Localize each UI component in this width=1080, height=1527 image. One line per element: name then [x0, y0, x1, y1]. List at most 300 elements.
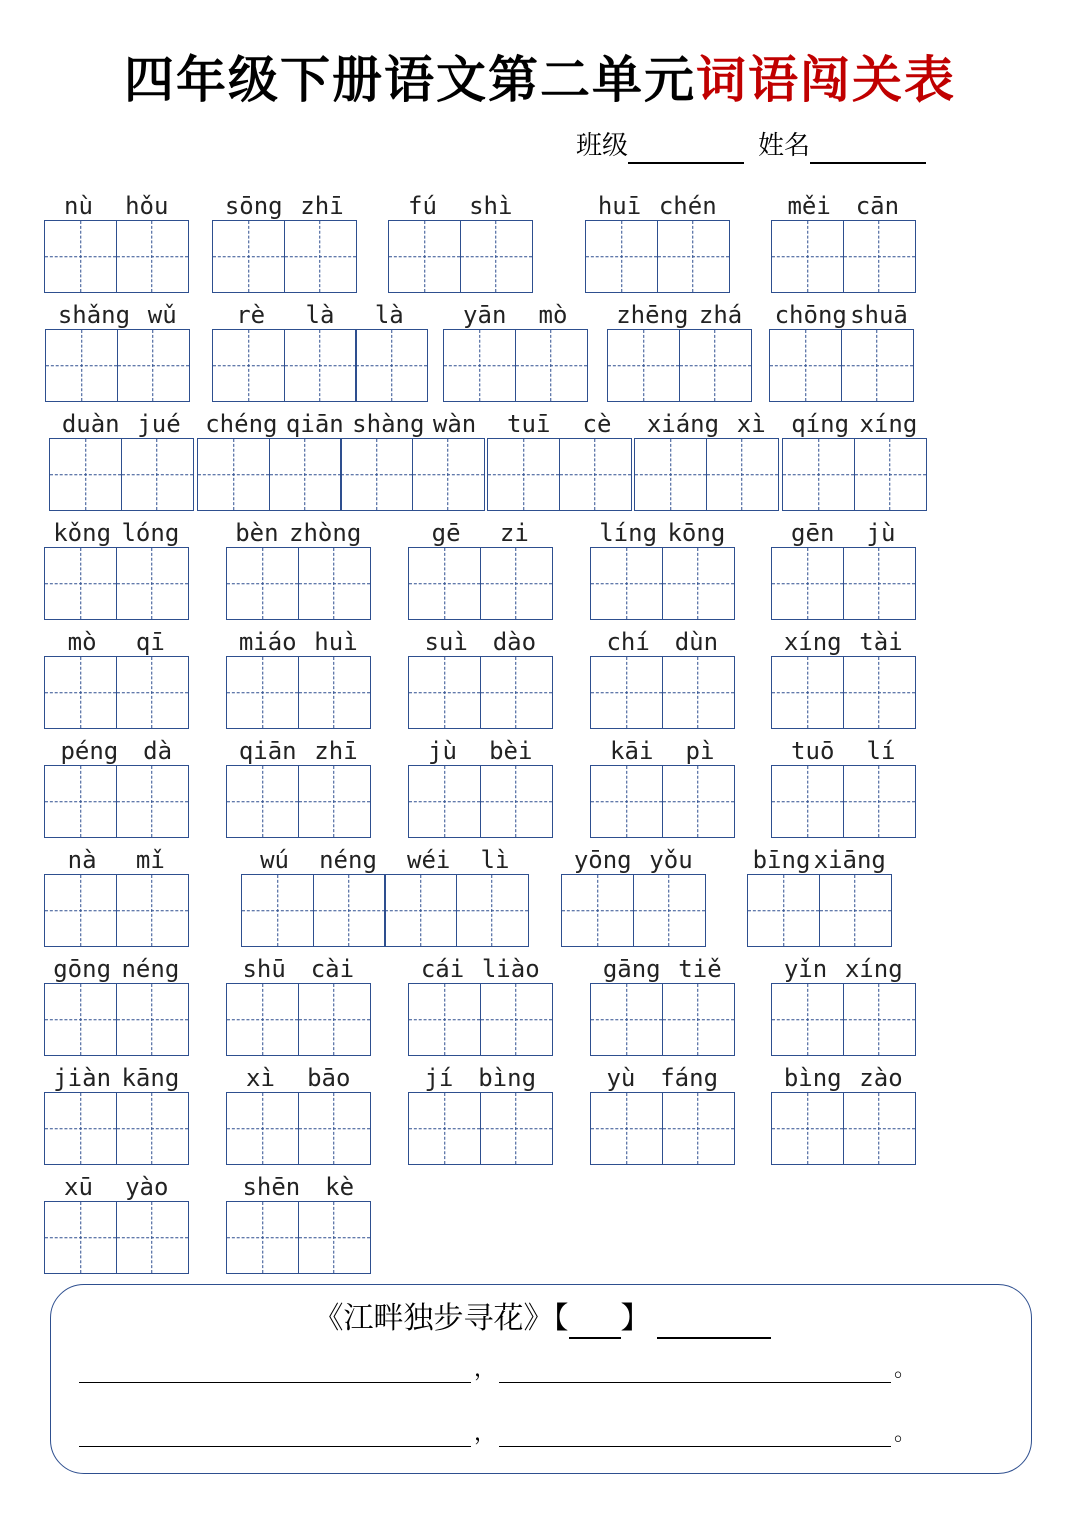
pinyin-row — [408, 622, 553, 656]
tianzige-boxes — [771, 1092, 916, 1165]
writing-cell[interactable] — [590, 1092, 663, 1165]
writing-cell[interactable] — [121, 438, 194, 511]
writing-cell[interactable] — [408, 983, 481, 1056]
pinyin-syllable: fú — [408, 192, 437, 220]
writing-cell[interactable] — [769, 329, 842, 402]
pinyin-syllable: qī — [135, 628, 165, 656]
word-item — [226, 1167, 371, 1274]
word-item — [49, 404, 194, 511]
pinyin-row — [561, 840, 706, 874]
writing-cell[interactable] — [771, 765, 844, 838]
writing-cell[interactable] — [634, 438, 707, 511]
pinyin-syllable: yǒu — [649, 846, 693, 874]
writing-cell[interactable] — [480, 983, 553, 1056]
pinyin-syllable: nù — [64, 192, 93, 220]
poem-line-1 — [79, 1349, 919, 1389]
pinyin-row — [226, 1167, 371, 1201]
word-item — [44, 840, 189, 947]
writing-cell[interactable] — [384, 874, 457, 947]
writing-cell[interactable] — [854, 438, 927, 511]
writing-cell[interactable] — [843, 656, 916, 729]
pinyin-syllable: zhī — [300, 192, 344, 220]
word-item — [408, 622, 553, 729]
word-item — [561, 840, 706, 947]
pinyin-syllable: bāo — [307, 1064, 351, 1092]
word-item — [590, 949, 735, 1056]
pinyin-syllable: jù — [428, 737, 457, 765]
writing-cell[interactable] — [241, 874, 314, 947]
tianzige-boxes — [408, 1092, 553, 1165]
writing-cell[interactable] — [561, 874, 634, 947]
pinyin-syllable: yǐn — [783, 955, 828, 983]
writing-cell[interactable] — [679, 329, 752, 402]
writing-cell[interactable] — [843, 220, 916, 293]
pinyin-syllable: sōng — [224, 192, 283, 220]
period: 。 — [893, 1421, 916, 1446]
pinyin-row — [590, 731, 735, 765]
writing-cell[interactable] — [284, 329, 357, 402]
pinyin-row — [226, 731, 371, 765]
tianzige-boxes — [782, 438, 927, 511]
writing-cell[interactable] — [487, 438, 560, 511]
writing-cell[interactable] — [49, 438, 122, 511]
tianzige-boxes — [771, 220, 916, 293]
pinyin-syllable: chén — [658, 192, 717, 220]
pinyin-row — [408, 513, 553, 547]
writing-cell[interactable] — [298, 547, 371, 620]
pinyin-syllable: jù — [866, 519, 896, 547]
writing-cell[interactable] — [44, 220, 117, 293]
writing-cell[interactable] — [747, 874, 820, 947]
pinyin-row — [769, 295, 914, 329]
name-label: 姓名 — [758, 131, 811, 161]
pinyin-syllable: shàng — [352, 410, 425, 438]
word-item — [782, 404, 927, 511]
poem-blank[interactable] — [499, 1413, 891, 1447]
writing-cell[interactable] — [559, 438, 632, 511]
writing-cell[interactable] — [607, 329, 680, 402]
writing-cell[interactable] — [269, 438, 342, 511]
pinyin-row — [44, 840, 189, 874]
writing-cell[interactable] — [590, 765, 663, 838]
pinyin-syllable: měi — [787, 192, 831, 220]
tianzige-boxes — [408, 983, 553, 1056]
pinyin-syllable: wú — [260, 846, 289, 874]
writing-cell[interactable] — [480, 1092, 553, 1165]
writing-cell[interactable] — [657, 220, 730, 293]
pinyin-syllable: kāi — [610, 737, 654, 765]
writing-cell[interactable] — [116, 220, 189, 293]
word-item — [487, 404, 632, 511]
pinyin-row — [590, 949, 735, 983]
writing-cell[interactable] — [226, 983, 299, 1056]
writing-cell[interactable] — [460, 220, 533, 293]
writing-cell[interactable] — [408, 1092, 481, 1165]
writing-cell[interactable] — [662, 1092, 735, 1165]
class-input-line[interactable] — [628, 134, 744, 164]
tianzige-boxes — [44, 656, 189, 729]
pinyin-row — [771, 1058, 916, 1092]
tianzige-boxes — [44, 547, 189, 620]
pinyin-row — [771, 731, 916, 765]
writing-cell[interactable] — [116, 983, 189, 1056]
writing-cell[interactable] — [226, 1201, 299, 1274]
pinyin-syllable: suì — [424, 628, 468, 656]
pinyin-syllable: jí — [424, 1064, 454, 1092]
tianzige-boxes — [590, 547, 735, 620]
writing-cell[interactable] — [298, 765, 371, 838]
pinyin-syllable: cè — [582, 410, 612, 438]
writing-cell[interactable] — [117, 329, 190, 402]
pinyin-syllable: zhī — [314, 737, 358, 765]
dynasty-blank[interactable] — [569, 1309, 621, 1339]
pinyin-row — [212, 186, 357, 220]
writing-cell[interactable] — [44, 1092, 117, 1165]
tianzige-boxes — [44, 220, 189, 293]
word-item — [590, 622, 735, 729]
pinyin-syllable: bèn — [235, 519, 279, 547]
poem-blank[interactable] — [499, 1349, 891, 1383]
pinyin-syllable: lì — [480, 846, 510, 874]
writing-cell[interactable] — [298, 983, 371, 1056]
pinyin-syllable: xiāng — [813, 846, 886, 874]
word-item — [771, 949, 916, 1056]
pinyin-syllable: xíng — [859, 410, 918, 438]
writing-cell[interactable] — [226, 765, 299, 838]
word-item — [769, 295, 914, 402]
writing-cell[interactable] — [408, 547, 481, 620]
pinyin-syllable: zhá — [698, 301, 743, 329]
pinyin-syllable: shǎng — [57, 301, 131, 329]
word-item — [226, 1058, 371, 1165]
pinyin-syllable: kāng — [121, 1064, 180, 1092]
tianzige-boxes — [771, 765, 916, 838]
word-item — [590, 1058, 735, 1165]
tianzige-boxes — [771, 656, 916, 729]
pinyin-syllable: zào — [859, 1064, 903, 1092]
tianzige-boxes — [49, 438, 194, 511]
pinyin-syllable: huī — [597, 192, 642, 220]
writing-cell[interactable] — [706, 438, 779, 511]
tianzige-boxes — [590, 1092, 735, 1165]
word-item — [44, 949, 189, 1056]
tianzige-boxes — [388, 220, 533, 293]
writing-cell[interactable] — [116, 1092, 189, 1165]
pinyin-syllable: zhòng — [289, 519, 362, 547]
pinyin-syllable: lóng — [121, 519, 180, 547]
pinyin-syllable: dà — [143, 737, 173, 765]
pinyin-syllable: wàn — [432, 410, 477, 438]
pinyin-syllable: shì — [469, 192, 513, 220]
writing-cell[interactable] — [782, 438, 855, 511]
writing-cell[interactable] — [284, 220, 357, 293]
word-item — [44, 1167, 189, 1274]
pinyin-row — [44, 513, 189, 547]
word-item — [585, 186, 730, 293]
writing-cell[interactable] — [585, 220, 658, 293]
writing-cell[interactable] — [212, 329, 285, 402]
poem-section — [50, 1284, 1032, 1474]
pinyin-syllable: gōng — [53, 955, 112, 983]
writing-cell[interactable] — [44, 547, 117, 620]
tianzige-boxes — [607, 329, 752, 402]
author-blank[interactable] — [657, 1309, 771, 1339]
pinyin-syllable: fáng — [660, 1064, 719, 1092]
pinyin-row — [44, 622, 189, 656]
word-item — [212, 186, 357, 293]
writing-cell[interactable] — [116, 1201, 189, 1274]
word-item — [607, 295, 752, 402]
word-item — [226, 949, 371, 1056]
pinyin-syllable: lí — [866, 737, 896, 765]
writing-cell[interactable] — [313, 874, 386, 947]
pinyin-syllable: gēn — [791, 519, 835, 547]
pinyin-syllable: miáo — [238, 628, 297, 656]
word-item — [408, 731, 553, 838]
word-item — [408, 1058, 553, 1165]
tianzige-boxes — [226, 547, 371, 620]
writing-cell[interactable] — [44, 1201, 117, 1274]
writing-cell[interactable] — [226, 656, 299, 729]
writing-cell[interactable] — [480, 547, 553, 620]
word-item — [771, 622, 916, 729]
writing-cell[interactable] — [771, 1092, 844, 1165]
pinyin-syllable: tuī — [507, 410, 551, 438]
writing-cell[interactable] — [340, 438, 413, 511]
pinyin-row — [771, 949, 916, 983]
pinyin-row — [487, 404, 632, 438]
word-item — [45, 295, 190, 402]
pinyin-syllable: bīng — [752, 846, 811, 874]
pinyin-syllable: xiáng — [646, 410, 720, 438]
pinyin-row — [212, 295, 428, 329]
writing-cell[interactable] — [590, 547, 663, 620]
writing-cell[interactable] — [226, 547, 299, 620]
pinyin-row — [44, 186, 189, 220]
tianzige-boxes — [747, 874, 892, 947]
writing-cell[interactable] — [456, 874, 529, 947]
writing-cell[interactable] — [298, 1092, 371, 1165]
pinyin-syllable: jué — [137, 410, 181, 438]
pinyin-syllable: zi — [499, 519, 529, 547]
tianzige-boxes — [585, 220, 730, 293]
word-item — [226, 622, 371, 729]
writing-cell[interactable] — [116, 656, 189, 729]
writing-cell[interactable] — [480, 765, 553, 838]
comma: ， — [473, 1421, 496, 1446]
pinyin-row — [44, 731, 189, 765]
pinyin-row — [241, 840, 529, 874]
pinyin-syllable: cái — [420, 955, 465, 983]
writing-cell[interactable] — [662, 656, 735, 729]
writing-cell[interactable] — [590, 656, 663, 729]
writing-cell[interactable] — [408, 765, 481, 838]
tianzige-boxes — [226, 765, 371, 838]
word-item — [241, 840, 529, 947]
pinyin-syllable: nà — [67, 846, 97, 874]
poem-blank[interactable] — [79, 1413, 471, 1447]
writing-cell[interactable] — [298, 656, 371, 729]
pinyin-syllable: néng — [319, 846, 377, 874]
tianzige-boxes — [590, 983, 735, 1056]
writing-cell[interactable] — [662, 765, 735, 838]
pinyin-syllable: shuā — [850, 301, 908, 329]
writing-cell[interactable] — [662, 547, 735, 620]
pinyin-syllable: wǔ — [147, 301, 177, 329]
student-info — [576, 128, 940, 164]
pinyin-syllable: qíng — [791, 410, 850, 438]
tianzige-boxes — [443, 329, 588, 402]
pinyin-row — [782, 404, 927, 438]
writing-cell[interactable] — [116, 765, 189, 838]
pinyin-syllable: líng — [599, 519, 658, 547]
writing-cell[interactable] — [355, 329, 428, 402]
writing-cell[interactable] — [226, 1092, 299, 1165]
pinyin-syllable: hǒu — [125, 192, 169, 220]
tianzige-boxes — [44, 765, 189, 838]
writing-cell[interactable] — [771, 983, 844, 1056]
word-item — [212, 295, 428, 402]
writing-cell[interactable] — [480, 656, 553, 729]
writing-cell[interactable] — [633, 874, 706, 947]
pinyin-syllable: tuō — [791, 737, 835, 765]
tianzige-boxes — [590, 656, 735, 729]
tianzige-boxes — [44, 1092, 189, 1165]
pinyin-row — [44, 1167, 189, 1201]
pinyin-syllable: qiān — [285, 410, 344, 438]
word-item — [44, 1058, 189, 1165]
writing-cell[interactable] — [841, 329, 914, 402]
word-item — [771, 186, 916, 293]
writing-cell[interactable] — [212, 220, 285, 293]
pinyin-syllable: là — [374, 301, 404, 329]
tianzige-boxes — [226, 656, 371, 729]
writing-cell[interactable] — [771, 220, 844, 293]
writing-cell[interactable] — [408, 656, 481, 729]
writing-cell[interactable] — [197, 438, 270, 511]
writing-cell[interactable] — [298, 1201, 371, 1274]
pinyin-syllable: yào — [125, 1173, 169, 1201]
pinyin-syllable: xì — [246, 1064, 275, 1092]
pinyin-row — [771, 513, 916, 547]
page-title — [0, 48, 1080, 112]
pinyin-row — [226, 1058, 371, 1092]
pinyin-row — [590, 513, 735, 547]
writing-cell[interactable] — [116, 547, 189, 620]
writing-cell[interactable] — [116, 874, 189, 947]
pinyin-row — [226, 622, 371, 656]
pinyin-syllable: liào — [481, 955, 540, 983]
writing-cell[interactable] — [843, 1092, 916, 1165]
tianzige-boxes — [487, 438, 632, 511]
pinyin-row — [585, 186, 730, 220]
pinyin-row — [634, 404, 779, 438]
pinyin-syllable: bìng — [478, 1064, 537, 1092]
name-input-line[interactable] — [810, 134, 926, 164]
tianzige-boxes — [408, 765, 553, 838]
word-item — [634, 404, 779, 511]
writing-cell[interactable] — [412, 438, 485, 511]
pinyin-syllable: tài — [859, 628, 903, 656]
writing-cell[interactable] — [771, 656, 844, 729]
pinyin-syllable: xì — [736, 410, 766, 438]
word-item — [771, 1058, 916, 1165]
pinyin-syllable: wéi — [407, 846, 451, 874]
word-item — [197, 404, 485, 511]
tianzige-boxes — [769, 329, 914, 402]
pinyin-row — [226, 513, 371, 547]
title-main: 四年级下册语文第二单元 — [124, 50, 696, 109]
pinyin-row — [590, 1058, 735, 1092]
pinyin-syllable: jiàn — [53, 1064, 112, 1092]
word-item — [443, 295, 588, 402]
writing-cell[interactable] — [590, 983, 663, 1056]
pinyin-syllable: pì — [685, 737, 715, 765]
word-item — [226, 731, 371, 838]
writing-cell[interactable] — [443, 329, 516, 402]
pinyin-syllable: cài — [310, 955, 355, 983]
writing-cell[interactable] — [771, 547, 844, 620]
pinyin-syllable: gē — [431, 519, 461, 547]
tianzige-boxes — [44, 874, 189, 947]
tianzige-boxes — [212, 329, 428, 402]
pinyin-row — [44, 1058, 189, 1092]
pinyin-syllable: bèi — [489, 737, 533, 765]
pinyin-syllable: yōng — [573, 846, 632, 874]
word-item — [590, 513, 735, 620]
word-item — [44, 513, 189, 620]
writing-cell[interactable] — [44, 656, 117, 729]
pinyin-syllable: mò — [67, 628, 97, 656]
writing-cell[interactable] — [843, 765, 916, 838]
tianzige-boxes — [45, 329, 190, 402]
writing-cell[interactable] — [843, 983, 916, 1056]
pinyin-row — [590, 622, 735, 656]
writing-cell[interactable] — [819, 874, 892, 947]
poem-blank[interactable] — [79, 1349, 471, 1383]
pinyin-syllable: mǐ — [135, 846, 165, 874]
period: 。 — [893, 1357, 916, 1382]
writing-cell[interactable] — [843, 547, 916, 620]
tianzige-boxes — [590, 765, 735, 838]
pinyin-syllable: shēn — [242, 1173, 301, 1201]
word-item — [747, 840, 892, 947]
writing-cell[interactable] — [388, 220, 461, 293]
pinyin-syllable: yù — [606, 1064, 636, 1092]
pinyin-syllable: kè — [325, 1173, 355, 1201]
word-item — [408, 513, 553, 620]
tianzige-boxes — [226, 983, 371, 1056]
writing-cell[interactable] — [44, 765, 117, 838]
tianzige-boxes — [408, 656, 553, 729]
writing-cell[interactable] — [662, 983, 735, 1056]
word-item — [408, 949, 553, 1056]
pinyin-row — [771, 622, 916, 656]
poem-line-2 — [79, 1413, 919, 1453]
tianzige-boxes — [561, 874, 706, 947]
tianzige-boxes — [771, 547, 916, 620]
pinyin-syllable: cān — [855, 192, 900, 220]
tianzige-boxes — [226, 1092, 371, 1165]
poem-title: 《江畔独步寻花》 — [313, 1301, 554, 1336]
writing-cell[interactable] — [44, 874, 117, 947]
writing-cell[interactable] — [44, 983, 117, 1056]
writing-cell[interactable] — [515, 329, 588, 402]
tianzige-boxes — [408, 547, 553, 620]
pinyin-syllable: huì — [314, 628, 358, 656]
writing-cell[interactable] — [45, 329, 118, 402]
pinyin-syllable: zhēng — [616, 301, 689, 329]
